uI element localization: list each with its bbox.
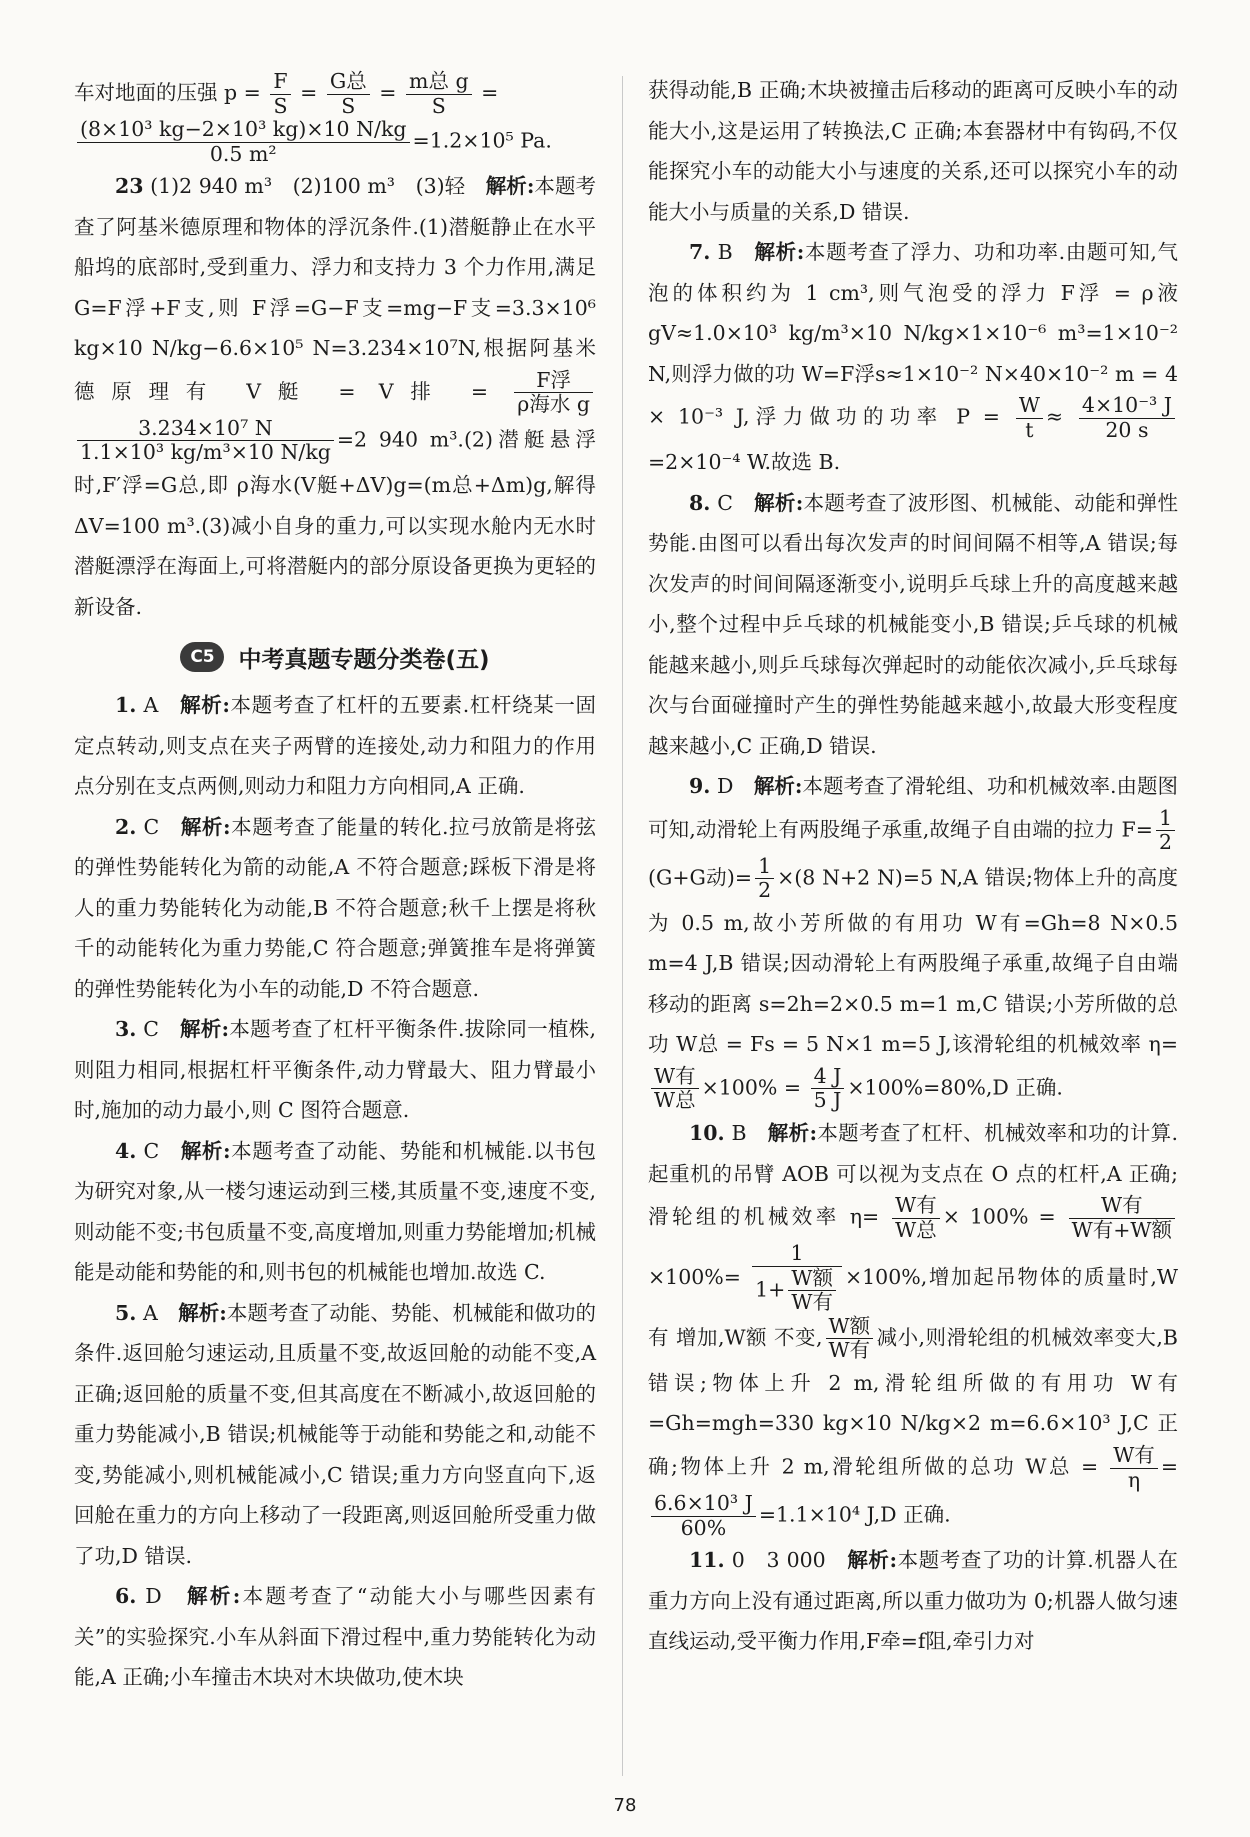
denominator: 20 s: [1105, 417, 1149, 442]
answer: C: [143, 814, 160, 839]
denominator: W有: [791, 1290, 833, 1315]
analysis-text: 本题考查了杠杆平衡条件.拔除同一植株,则阻力相同,根据杠杆平衡条件,动力臂最大、阻力臂最小时,施加的动力最小,则 C 图符合题意.: [74, 1017, 596, 1122]
numerator: 1: [755, 855, 774, 880]
answer-9: [648, 766, 1178, 1113]
question-number: 5.: [115, 1300, 137, 1325]
text: × 100% =: [942, 1204, 1056, 1229]
analysis-text: 本题考查了浮力、功和功率.由题可知,气泡的体积约为 1 cm³,则气泡受的浮力 F浮 = ρ液 gV≈1.0×10³ kg/m³×10 N/kg×1×10⁻⁶ m³=1×10⁻² N,则浮力做的功 W=F浮s≈1×10⁻² N×40×10⁻² m = 4 × 10⁻³ J,浮力做功的功率 P =: [648, 240, 1178, 429]
question-number: 4.: [115, 1138, 137, 1163]
fraction: [752, 1242, 842, 1315]
denominator: 0.5 m²: [209, 141, 277, 166]
analysis-text: 获得动能,B 正确;木块被撞击后移动的距离可反映小车的动能大小,这是运用了转换法,C 正确;本套器材中有钩码,不仅能探究小车的动能大小与速度的关系,还可以探究小车的动能大小与质量的关系,D 错误.: [648, 78, 1178, 224]
answer-10: [648, 1113, 1178, 1540]
analysis-label: 解析:: [178, 1300, 227, 1325]
text: =: [379, 80, 397, 105]
analysis-text: 本题考查了“动能大小与哪些因素有关”的实验探究.小车从斜面下滑过程中,重力势能转化为动能,A 正确;小车撞击木块对木块做功,使木块: [74, 1584, 597, 1689]
denominator: 1.1×10³ kg/m³×10 N/kg: [80, 440, 331, 465]
question-number: 11.: [689, 1548, 725, 1573]
answer-11: [648, 1540, 1178, 1662]
fraction: [651, 1492, 756, 1540]
analysis-text: 本题考查了能量的转化.拉弓放箭是将弦的弹性势能转化为箭的动能,A 不符合题意;踩板下滑是将人的重力势能转化为动能,B 不符合题意;秋千上摆是将秋千的动能转化为重力势能,C 符合题意;弹簧推车是将弹簧的弹性势能转化为小车的动能,D 不符合题意.: [74, 814, 597, 1001]
fraction: [1016, 394, 1043, 442]
text: ×100%=: [648, 1264, 741, 1289]
question-number: 1.: [115, 693, 137, 717]
analysis-text: ×100%,增加起吊物体的质量时,W有 增加,W额 不变,: [648, 1264, 1178, 1350]
question-number: 23: [115, 174, 144, 199]
text: =: [481, 80, 499, 105]
answer: C: [717, 490, 733, 515]
text: ×100% =: [701, 1075, 802, 1100]
text: =: [1160, 1454, 1178, 1479]
denominator: ρ海水 g: [517, 392, 590, 417]
numerator: 6.6×10³ J: [651, 1492, 756, 1517]
numerator: F浮: [514, 369, 593, 394]
answer: B: [731, 1121, 747, 1145]
numerator: 1: [1156, 807, 1175, 832]
numerator: W有: [1069, 1194, 1175, 1219]
analysis-label: 解析:: [753, 774, 803, 799]
analysis-label: 解析:: [180, 1138, 231, 1163]
question-number: 8.: [689, 490, 711, 515]
denominator: 2: [1158, 830, 1172, 855]
analysis-label: 解析:: [847, 1548, 898, 1573]
answer-3: [74, 1009, 596, 1131]
column-divider: [622, 76, 623, 1776]
fraction: [892, 1194, 940, 1242]
denominator: W有+W额: [1071, 1217, 1172, 1242]
denominator: 2: [758, 878, 772, 903]
text: =2×10⁻⁴ W.故选 B.: [648, 450, 841, 475]
question-number: 6.: [115, 1584, 137, 1608]
denominator: S: [341, 93, 356, 118]
denominator: 5 J: [813, 1088, 842, 1113]
denominator: W总: [654, 1088, 696, 1113]
numerator: W有: [892, 1194, 940, 1219]
analysis-text: 本题考查了阿基米德原理和物体的浮沉条件.(1)潜艇静止在水平船坞的底部时,受到重力、浮力和支持力 3 个力作用,满足 G=F浮+F支,则 F浮=G−F支=mg−F支=3.3×10⁶ kg×10 N/kg−6.6×10⁵ N=3.234×10⁷N,根据阿基米德原理有 V艇 = V排 =: [74, 174, 596, 404]
fraction: [77, 417, 334, 465]
denominator: η: [1127, 1467, 1141, 1492]
text: ×100%=80%,D 正确.: [847, 1075, 1063, 1100]
analysis-label: 解析:: [179, 1017, 230, 1041]
section-badge: C5: [180, 642, 224, 672]
numerator: W额: [826, 1315, 874, 1340]
fraction: [1110, 1444, 1158, 1492]
numerator: G总: [327, 70, 370, 95]
text: =: [300, 80, 318, 105]
analysis-label: 解析:: [180, 693, 230, 717]
text: 车对地面的压强 p =: [74, 80, 261, 105]
answer: C: [143, 1138, 160, 1163]
analysis-text: 本题考查了杠杆、机械效率和功的计算.起重机的吊臂 AOB 可以视为支点在 O 点的杠杆,A 正确;滑轮组的机械效率 η=: [648, 1121, 1178, 1229]
question-number: 2.: [115, 814, 137, 839]
fraction: [270, 70, 290, 118]
numerator: m总 g: [406, 70, 472, 95]
numerator: W有: [1110, 1444, 1158, 1469]
numerator: 1: [752, 1242, 842, 1267]
analysis-label: 解析:: [754, 490, 804, 515]
fraction: [406, 70, 472, 118]
answer-1: [74, 685, 596, 807]
denominator: W总: [895, 1217, 937, 1242]
answer: A: [142, 1300, 158, 1325]
denominator: S: [273, 93, 288, 118]
text: (G+G动)=: [648, 865, 753, 890]
answer: (1)2 940 m³ (2)100 m³ (3)轻: [150, 174, 466, 199]
answer-2: [74, 807, 596, 1010]
question-number: 10.: [689, 1121, 725, 1145]
numerator: 4×10⁻³ J: [1079, 394, 1175, 419]
fraction: [514, 369, 593, 417]
question-number: 7.: [689, 240, 711, 264]
answer-7: [648, 232, 1178, 483]
answer-6: [74, 1576, 596, 1698]
numerator: 4 J: [811, 1065, 845, 1090]
answer: B: [717, 240, 733, 264]
fraction: [1156, 807, 1175, 855]
analysis-label: 解析:: [767, 1121, 818, 1145]
section-title: 中考真题专题分类卷(五): [238, 646, 490, 673]
answer: D: [145, 1584, 162, 1608]
analysis-text: 本题考查了杠杆的五要素.杠杆绕某一固定点转动,则支点在夹子两臂的连接处,动力和阻力的作用点分别在支点两侧,则动力和阻力方向相同,A 正确.: [74, 693, 597, 798]
answer-4: [74, 1131, 596, 1293]
analysis-text: ×(8 N+2 N)=5 N,A 错误;物体上升的高度为 0.5 m,故小芳所做的有用功 W有=Gh=8 N×0.5 m=4 J,B 错误;因动滑轮上有两股绳子承重,故绳子自由端移动的距离 s=2h=2×0.5 m=1 m,C 错误;小芳所做的总功 W总 = Fs = 5 N×1 m=5 J,该滑轮组的机械效率 η=: [648, 865, 1178, 1057]
numerator: 3.234×10⁷ N: [77, 417, 334, 442]
analysis-label: 解析:: [485, 174, 535, 199]
fraction: [755, 855, 774, 903]
analysis-text: 减小,则滑轮组的机械效率变大,B 错误;物体上升 2 m,滑轮组所做的有用功 W有=Gh=mgh=330 kg×10 N/kg×2 m=6.6×10³ J,C 正确;物体上升 2 m,滑轮组所做的总功 W总 =: [648, 1325, 1178, 1479]
numerator: F: [270, 70, 290, 95]
numerator: W: [1016, 394, 1043, 419]
text: =1.1×10⁴ J,D 正确.: [758, 1502, 951, 1527]
analysis-text: 本题考查了功的计算.机器人在重力方向上没有通过距离,所以重力做功为 0;机器人做匀速直线运动,受平衡力作用,F牵=f阻,牵引力对: [648, 1548, 1178, 1654]
text: =1.2×10⁵ Pa.: [412, 128, 552, 153]
pressure-line: [74, 70, 596, 118]
numerator: W有: [651, 1065, 699, 1090]
analysis-text: =2 940 m³.(2)潜艇悬浮时,F′浮=G总,即 ρ海水(V艇+ΔV)g=(m总+Δm)g,解得 ΔV=100 m³.(3)减小自身的重力,可以实现水舱内无水时潜艇漂浮在海面上,可将潜艇内的部分原设备更换为更轻的新设备.: [74, 427, 596, 619]
page-number: 78: [613, 1795, 637, 1816]
question-number: 9.: [689, 774, 711, 799]
answer: C: [143, 1017, 159, 1041]
fraction: [1069, 1194, 1175, 1242]
denominator: S: [431, 93, 446, 118]
left-column: [74, 70, 596, 1698]
fraction: [788, 1267, 836, 1315]
question-number: 3.: [115, 1017, 137, 1041]
section-heading: [74, 635, 596, 679]
numerator: W额: [788, 1267, 836, 1292]
numerator: (8×10³ kg−2×10³ kg)×10 N/kg: [77, 118, 410, 143]
denominator: t: [1025, 417, 1034, 442]
answer-8: [648, 483, 1178, 767]
fraction: [826, 1315, 874, 1363]
analysis-label: 解析:: [186, 1584, 241, 1608]
fraction: [651, 1065, 699, 1113]
analysis-label: 解析:: [180, 814, 231, 839]
answer: A: [143, 693, 159, 717]
analysis-text: 本题考查了滑轮组、功和机械效率.由题图可知,动滑轮上有两股绳子承重,故绳子自由端的拉力 F=: [648, 774, 1179, 842]
fraction: [327, 70, 370, 118]
text: 1+: [755, 1277, 786, 1302]
answer-23: [74, 166, 596, 627]
denominator: 60%: [680, 1515, 727, 1540]
right-column: [648, 70, 1178, 1662]
answer: 0 3 000: [731, 1548, 826, 1573]
analysis-label: 解析:: [754, 240, 805, 264]
analysis-text: 本题考查了动能、势能和机械能.以书包为研究对象,从一楼匀速运动到三楼,其质量不变,速度不变,则动能不变;书包质量不变,高度增加,则重力势能增加;机械能是动能和势能的和,则书包的机械能也增加.故选 C.: [74, 1138, 597, 1284]
answer-5: [74, 1293, 596, 1577]
denominator: W有: [828, 1338, 871, 1363]
fraction: [1079, 394, 1175, 442]
analysis-text: 本题考查了动能、势能、机械能和做功的条件.返回舱匀速运动,且质量不变,故返回舱的动能不变,A 正确;返回舱的质量不变,但其高度在不断减小,故返回舱的重力势能减小,B 错误;机械能等于动能和势能之和,动能不变,势能减小,则机械能减小,C 错误;重力方向竖直向下,返回舱在重力的方向上移动了一段距离,则返回舱所受重力做了功,D 错误.: [74, 1300, 596, 1568]
answer-6-continued: [648, 70, 1178, 232]
text: ≈: [1045, 404, 1064, 429]
fraction: [811, 1065, 845, 1113]
analysis-text: 本题考查了波形图、机械能、动能和弹性势能.由图可以看出每次发声的时间间隔不相等,A 错误;每次发声的时间间隔逐渐变小,说明乒乓球上升的高度越来越小,整个过程中乒乓球的机械能变小,B 错误;乒乓球的机械能越来越小,则乒乓球每次弹起时的动能依次减小,乒乓球每次与台面碰撞时产生的弹性势能越来越小,故最大形变程度越来越小,C 正确,D 错误.: [648, 490, 1178, 758]
pressure-result-line: [74, 118, 596, 166]
answer: D: [716, 774, 734, 799]
fraction: [77, 118, 410, 166]
denominator: [752, 1267, 842, 1315]
